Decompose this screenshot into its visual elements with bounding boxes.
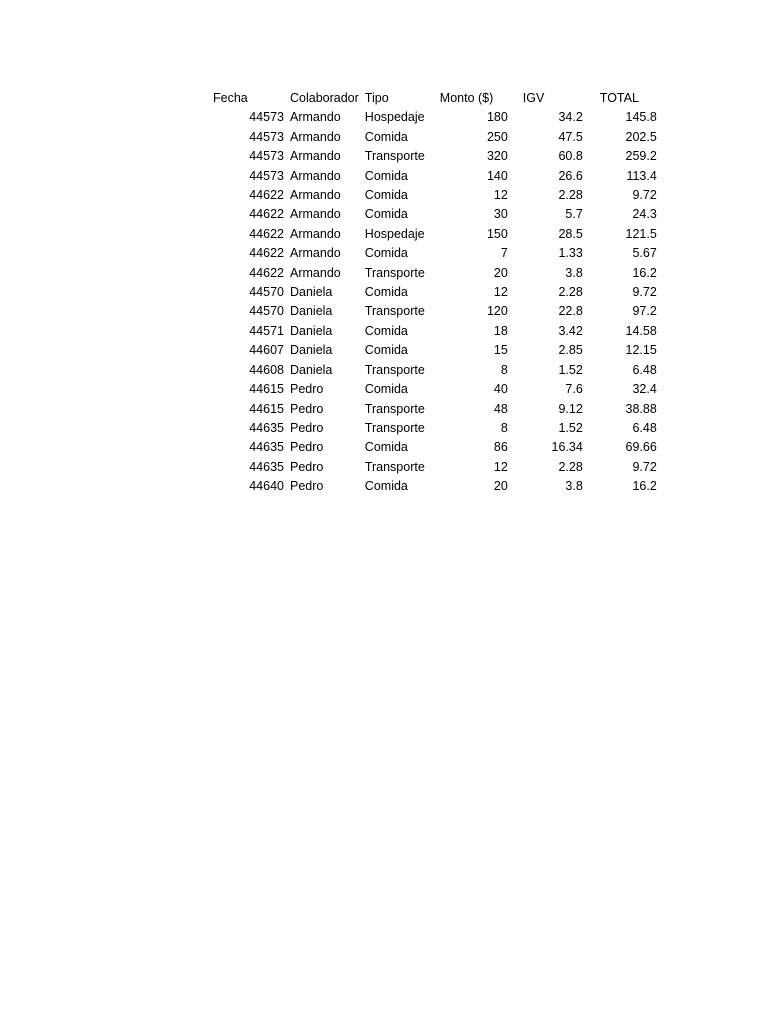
table-row: [210, 322, 660, 341]
cell-fecha: 44615: [249, 382, 284, 397]
cell-monto: 86: [493, 440, 508, 455]
cell-fecha: 44571: [249, 323, 284, 338]
cell-monto: 180: [486, 110, 508, 125]
cell-tipo: Comida: [364, 440, 408, 455]
table-row: [210, 205, 660, 224]
header-fecha: Fecha: [213, 91, 248, 105]
cell-tipo: Transporte: [364, 459, 425, 474]
expense-table-body: [210, 89, 660, 497]
table-row: [210, 283, 660, 302]
cell-igv: 5.7: [565, 207, 583, 222]
cell-monto: 20: [493, 479, 508, 494]
cell-fecha: 44622: [249, 226, 284, 241]
cell-total: 32.4: [632, 382, 657, 397]
cell-fecha: 44573: [249, 149, 284, 164]
cell-igv: 3.42: [558, 323, 583, 338]
table-row: [210, 264, 660, 283]
cell-fecha: 44622: [249, 246, 284, 261]
table-row: [210, 458, 660, 477]
cell-tipo: Comida: [364, 129, 408, 144]
cell-monto: 20: [493, 265, 508, 280]
cell-monto: 48: [493, 401, 508, 416]
cell-total: 12.15: [625, 343, 657, 358]
cell-tipo: Comida: [364, 323, 408, 338]
cell-total: 14.58: [625, 323, 657, 338]
cell-monto: 140: [486, 168, 508, 183]
cell-tipo: Transporte: [364, 265, 425, 280]
cell-total: 9.72: [632, 285, 657, 300]
cell-fecha: 44608: [249, 362, 284, 377]
cell-tipo: Transporte: [364, 401, 425, 416]
cell-igv: 9.12: [558, 401, 583, 416]
cell-total: 69.66: [625, 440, 657, 455]
header-igv: IGV: [522, 91, 545, 105]
header-row: [210, 89, 660, 108]
cell-fecha: 44570: [249, 304, 284, 319]
cell-colaborador: Armando: [290, 129, 341, 144]
header-total: TOTAL: [599, 91, 639, 105]
cell-igv: 7.6: [565, 382, 583, 397]
cell-fecha: 44607: [249, 343, 284, 358]
cell-colaborador: Daniela: [290, 323, 333, 338]
table-row: [210, 186, 660, 205]
cell-igv: 26.6: [558, 168, 583, 183]
cell-igv: 2.85: [558, 343, 583, 358]
cell-monto: 12: [493, 459, 508, 474]
table-row: [210, 477, 660, 496]
cell-igv: 47.5: [558, 129, 583, 144]
cell-colaborador: Daniela: [290, 362, 333, 377]
cell-colaborador: Pedro: [290, 382, 324, 397]
table-row: [210, 380, 660, 399]
cell-tipo: Comida: [364, 246, 408, 261]
cell-monto: 8: [500, 420, 508, 435]
cell-total: 16.2: [632, 479, 657, 494]
table-row: [210, 128, 660, 147]
cell-igv: 2.28: [558, 459, 583, 474]
cell-igv: 2.28: [558, 285, 583, 300]
cell-total: 16.2: [632, 265, 657, 280]
cell-colaborador: Armando: [290, 110, 341, 125]
cell-total: 38.88: [625, 401, 657, 416]
cell-monto: 30: [493, 207, 508, 222]
cell-colaborador: Armando: [290, 246, 341, 261]
cell-total: 24.3: [632, 207, 657, 222]
cell-monto: 40: [493, 382, 508, 397]
cell-tipo: Transporte: [364, 420, 425, 435]
cell-colaborador: Armando: [290, 149, 341, 164]
cell-tipo: Transporte: [364, 362, 425, 377]
table-row: [210, 302, 660, 321]
cell-tipo: Comida: [364, 207, 408, 222]
table-row: [210, 438, 660, 457]
table-row: [210, 225, 660, 244]
table-row: [210, 244, 660, 263]
cell-colaborador: Armando: [290, 226, 341, 241]
cell-monto: 18: [493, 323, 508, 338]
cell-monto: 15: [493, 343, 508, 358]
cell-total: 9.72: [632, 459, 657, 474]
cell-fecha: 44573: [249, 168, 284, 183]
cell-igv: 60.8: [558, 149, 583, 164]
table-row: [210, 108, 660, 127]
cell-tipo: Comida: [364, 479, 408, 494]
cell-fecha: 44573: [249, 110, 284, 125]
cell-total: 145.8: [625, 110, 657, 125]
cell-fecha: 44640: [249, 479, 284, 494]
cell-total: 6.48: [632, 362, 657, 377]
cell-monto: 150: [486, 226, 508, 241]
cell-colaborador: Pedro: [290, 459, 324, 474]
cell-total: 6.48: [632, 420, 657, 435]
cell-colaborador: Pedro: [290, 479, 324, 494]
cell-fecha: 44622: [249, 265, 284, 280]
cell-colaborador: Armando: [290, 207, 341, 222]
cell-total: 97.2: [632, 304, 657, 319]
cell-tipo: Hospedaje: [364, 110, 425, 125]
cell-tipo: Comida: [364, 343, 408, 358]
cell-colaborador: Pedro: [290, 401, 324, 416]
cell-fecha: 44635: [249, 440, 284, 455]
cell-fecha: 44622: [249, 207, 284, 222]
cell-tipo: Comida: [364, 382, 408, 397]
cell-colaborador: Daniela: [290, 285, 333, 300]
table-row: [210, 341, 660, 360]
table-row: [210, 361, 660, 380]
cell-total: 5.67: [632, 246, 657, 261]
cell-monto: 120: [486, 304, 508, 319]
cell-total: 113.4: [626, 168, 657, 183]
cell-monto: 7: [500, 246, 508, 261]
cell-colaborador: Daniela: [290, 343, 333, 358]
cell-tipo: Hospedaje: [364, 226, 425, 241]
cell-monto: 320: [486, 149, 508, 164]
cell-igv: 34.2: [558, 110, 583, 125]
header-tipo: Tipo: [364, 91, 389, 105]
cell-tipo: Transporte: [364, 304, 425, 319]
cell-monto: 12: [493, 285, 508, 300]
cell-colaborador: Daniela: [290, 304, 333, 319]
cell-fecha: 44622: [249, 188, 284, 203]
cell-total: 9.72: [632, 188, 657, 203]
cell-igv: 1.52: [558, 420, 583, 435]
cell-fecha: 44635: [249, 420, 284, 435]
header-colaborador: Colaborador: [290, 91, 359, 105]
header-monto: Monto ($): [439, 91, 494, 105]
cell-igv: 3.8: [565, 479, 583, 494]
cell-tipo: Transporte: [364, 149, 425, 164]
cell-tipo: Comida: [364, 285, 408, 300]
cell-igv: 1.52: [558, 362, 583, 377]
cell-igv: 3.8: [565, 265, 583, 280]
cell-tipo: Comida: [364, 188, 408, 203]
cell-total: 259.2: [625, 149, 657, 164]
table-row: [210, 400, 660, 419]
cell-colaborador: Pedro: [290, 420, 324, 435]
expense-table: [210, 89, 660, 497]
table-row: [210, 167, 660, 186]
cell-monto: 250: [486, 129, 508, 144]
cell-igv: 2.28: [558, 188, 583, 203]
cell-fecha: 44570: [249, 285, 284, 300]
cell-colaborador: Armando: [290, 168, 341, 183]
cell-igv: 1.33: [558, 246, 583, 261]
cell-colaborador: Armando: [290, 265, 341, 280]
cell-colaborador: Pedro: [290, 440, 324, 455]
cell-total: 202.5: [625, 129, 657, 144]
cell-monto: 12: [493, 188, 508, 203]
table-row: [210, 147, 660, 166]
cell-igv: 28.5: [558, 226, 583, 241]
cell-fecha: 44615: [249, 401, 284, 416]
table-row: [210, 419, 660, 438]
cell-colaborador: Armando: [290, 188, 341, 203]
cell-fecha: 44635: [249, 459, 284, 474]
cell-igv: 22.8: [558, 304, 583, 319]
cell-fecha: 44573: [249, 129, 284, 144]
cell-total: 121.5: [625, 226, 657, 241]
cell-igv: 16.34: [551, 440, 583, 455]
cell-monto: 8: [500, 362, 508, 377]
cell-tipo: Comida: [364, 168, 408, 183]
